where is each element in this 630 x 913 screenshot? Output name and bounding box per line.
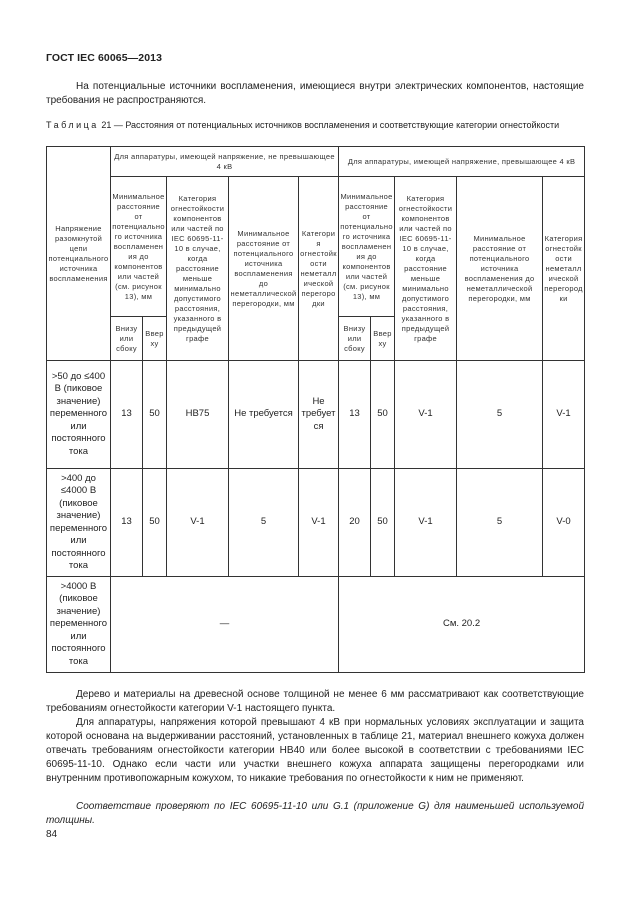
header-high-min-distance: Минимальное расстояние от потенциального источника воспламенения до компонентов или частей (см. рисунок 13), мм [339, 177, 395, 317]
document-header: ГОСТ IEC 60065—2013 [46, 52, 163, 64]
page-number: 84 [46, 829, 58, 840]
paragraph-enclosure: Для аппаратуры, напряжения которой превышают 4 кВ при нормальных условиях эксплуатации и защита которой основана на выдерживании расстояний, установленных в таблице 21, материал внешнего кожуха должен отвечать требованиям огнестойкости категории НВ40 или более высокой в соответствии с требованиями IEC 60695-11-10. Однако если части или участки внешнего кожуха аппарата защищены перегородками или внутренним противопожарным кожухом, то никакие требования по огнестойкости к ним не применяют. [46, 717, 584, 784]
header-low-min-distance: Минимальное расстояние от потенциального источника воспламенения до компонентов или частей (см. рисунок 13), мм [111, 177, 167, 317]
header-voltage: Напряжение разомкнутой цепи потенциального источника воспламенения [47, 147, 111, 361]
table-cell: Не требуется [299, 361, 339, 469]
table-cell: 50 [371, 361, 395, 469]
table-cell-voltage: >50 до ≤400 В (пиковое значение) переменного или постоянного тока [47, 361, 111, 469]
table-cell: V-1 [167, 469, 229, 577]
header-high-barrier-category: Категория огнестойкости неметаллической перегородки [543, 177, 585, 361]
table-caption [46, 119, 584, 131]
table-cell: 13 [111, 361, 143, 469]
table-cell-voltage: >400 до ≤4000 В (пиковое значение) переменного или постоянного тока [47, 469, 111, 577]
header-high-category: Категория огнестойкости компонентов или частей по IEC 60695-11-10 в случае, когда расстояние меньше минимально допустимого расстояния, указанного в предыдущей графе [395, 177, 457, 361]
table-cell: 50 [371, 469, 395, 577]
header-low-barrier-category: Категория огнестойкости неметаллической перегородки [299, 177, 339, 361]
table-cell-voltage: >4000 В (пиковое значение) переменного или постоянного тока [47, 577, 111, 673]
table-cell: Не требуется [229, 361, 299, 469]
header-low-above: Вверху [143, 317, 167, 361]
table-caption-prefix: Таблица [46, 120, 99, 130]
header-high-below: Внизу или сбоку [339, 317, 371, 361]
header-high-barrier-distance: Минимальное расстояние от потенциального источника воспламенения до неметаллической перегородки, мм [457, 177, 543, 361]
paragraph-wood: Дерево и материалы на древесной основе толщиной не менее 6 мм рассматривают как соответствующие требованиям огнестойкости категории V-1 настоящего пункта. [46, 689, 584, 714]
table-cell: 5 [457, 469, 543, 577]
table-cell: HB75 [167, 361, 229, 469]
header-low-below: Внизу или сбоку [111, 317, 143, 361]
table-cell: V-1 [543, 361, 585, 469]
table-cell: V-1 [395, 361, 457, 469]
paragraph-compliance: Соответствие проверяют по IEC 60695-11-10 или G.1 (приложение G) для наименьшей используемой толщины. [46, 801, 584, 826]
header-high-above: Вверху [371, 317, 395, 361]
clearance-table [46, 146, 585, 673]
table-cell: 5 [457, 361, 543, 469]
table-cell: V-1 [395, 469, 457, 577]
table-cell-merged-high: См. 20.2 [339, 577, 585, 673]
table-cell: 13 [339, 361, 371, 469]
table-cell: 13 [111, 469, 143, 577]
intro-paragraph: На потенциальные источники воспламенения, имеющиеся внутри электрических компонентов, настоящие требования не распространяются. [46, 81, 584, 106]
header-group-low: Для аппаратуры, имеющей напряжение, не превышающее 4 кВ [111, 147, 339, 177]
table-cell: V-0 [543, 469, 585, 577]
table-cell: V-1 [299, 469, 339, 577]
table-cell-merged-low: — [111, 577, 339, 673]
table-caption-text: 21 — Расстояния от потенциальных источников воспламенения и соответствующие категории огнестойкости [101, 120, 560, 130]
table-cell: 50 [143, 469, 167, 577]
table-cell: 50 [143, 361, 167, 469]
header-group-high: Для аппаратуры, имеющей напряжение, превышающее 4 кВ [339, 147, 585, 177]
table-cell: 20 [339, 469, 371, 577]
header-low-category: Категория огнестойкости компонентов или частей по IEC 60695-11-10 в случае, когда расстояние меньше минимально допустимого расстояния, указанного в предыдущей графе [167, 177, 229, 361]
table-cell: 5 [229, 469, 299, 577]
header-low-barrier-distance: Минимальное расстояние от потенциального источника воспламенения до неметаллической перегородки, мм [229, 177, 299, 361]
